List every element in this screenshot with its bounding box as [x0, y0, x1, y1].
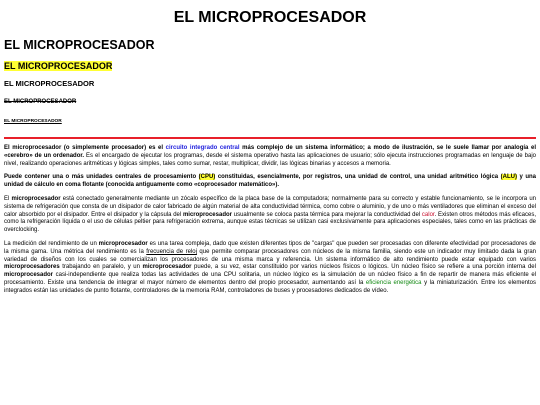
p3-text-d: usualmente se coloca pasta térmica para mejorar la conductividad del	[232, 211, 422, 218]
p4-bold-4: microprocesador	[4, 272, 54, 279]
heading-level-4: EL MICROPROCESADOR	[4, 79, 95, 88]
paragraph-intro	[4, 145, 536, 168]
p4-text-g: casi-independiente que realiza todas las actividades de una CPU solitaria, un núcleo lógico es la simulación de un núcleo físico a fin de repartir de manera más eficiente el procesamiento. Existe una tendencia de integrar el mayor número de elementos dentro del propio procesador, aumentando así la	[4, 272, 536, 286]
p1-text-b: más complejo de un sistema informático; a modo de ilustración, se le suele llamar por analogía el «cerebro» de un ordenador.	[4, 145, 536, 159]
p2-text-b: constituidas, esencialmente, por registros, una unidad de control, una unidad aritmético lógica	[215, 174, 501, 181]
p3-text-c: está conectado generalmente mediante un zócalo específico de la placa base de la computadora; normalmente para su correcto y estable funcionamiento, se le incorpora un sistema de refrigeración que consta de un disipador de calor fabricado de algún material de alta conductividad térmica, como cobre o aluminio, y de uno o más ventiladores que eliminan el exceso del calor absorbido por el disipador. Entre el disipador y la cápsula del	[4, 195, 536, 218]
p3-text-e: . Existen otros métodos más eficaces, como la refrigeración líquida o el uso de células peltier para refrigeración extrema, aunque estas técnicas se utilizan casi exclusivamente para aplicaciones especiales, tales como en las prácticas de overclocking.	[4, 211, 536, 234]
p4-text-d: que permite comparar procesadores con núcleos de la misma familia, siendo este un indicador muy limitado dada la gran variedad de diseños con los cuales se comercializan los procesadores de una misma marca y referencia. Un sistema informático de alto rendimiento puede estar equipado con varios	[4, 248, 536, 263]
p2-text-c: y una unidad de cálculo en coma flotante (conocida antiguamente como «coprocesador matemático»).	[4, 174, 536, 189]
heading-level-6: EL MICROPROCESADOR	[4, 119, 62, 124]
link-circuito-integrado[interactable]: circuito integrado central	[165, 145, 240, 151]
p2-text-a: Puede contener una o más unidades centrales de procesamiento	[4, 174, 199, 181]
cpu-highlight: (CPU)	[198, 174, 216, 181]
p3-bold-2: microprocesador	[182, 211, 232, 218]
p4-text-a: La medición del rendimiento de un	[4, 240, 99, 247]
p4-text-c: es una tarea compleja, dado que existen diferentes tipos de "cargas" que pueden ser procesadas con diferente efectividad por procesadores de la misma gama. Una métrica del rendimiento es la	[4, 240, 536, 255]
heading-level-3	[4, 56, 536, 76]
green-word-eficiencia: eficiencia energética	[365, 279, 422, 286]
p4-bold-1: microprocesador	[98, 240, 148, 247]
heading-level-2: EL MICROPROCESADOR	[4, 38, 155, 52]
red-word-calor: calor	[421, 211, 435, 218]
p4-bold-3: microprocesador	[142, 264, 192, 271]
link-frecuencia-de-reloj[interactable]: frecuencia de reloj	[146, 248, 197, 255]
page-title: EL MICROPROCESADOR	[173, 9, 367, 26]
p3-bold-1: microprocesador	[11, 195, 61, 202]
p4-text-h: y la miniaturización. Entre los elementos integrados están las unidades de punto flotante, controladores de la memoria RAM, controladores de buses y procesadores dedicados de vídeo.	[4, 279, 536, 294]
heading-level-5: EL MICROPROCESADOR	[4, 99, 77, 105]
red-divider	[4, 137, 536, 139]
p4-text-e: trabajando en paralelo, y un	[59, 264, 143, 271]
paragraph-cpu	[4, 174, 536, 190]
alu-highlight: (ALU)	[500, 174, 517, 181]
p4-text-f: puede, a su vez, estar constituido por varios núcleos físicos o lógicos. Un núcleo físico se refiere a una porción interna del	[191, 264, 536, 271]
p3-text-a: El	[4, 195, 12, 202]
heading-level-3-highlight: EL MICROPROCESADOR	[4, 61, 113, 71]
paragraph-cooling	[4, 196, 536, 235]
p1-text-c: Es el encargado de ejecutar los programas, desde el sistema operativo hasta las aplicaciones de usuario; sólo ejecuta instrucciones programadas en lenguaje de bajo nivel, realizando operaciones aritméticas y lógicas simples, tales como sumar, restar, multiplicar, dividir, las lógicas binarias y accesos a memoria.	[4, 152, 536, 167]
p4-bold-2: microprocesadores	[4, 264, 60, 271]
p1-text-a: El microprocesador (o simplemente procesador) es el	[4, 145, 166, 151]
paragraph-performance	[4, 241, 536, 296]
